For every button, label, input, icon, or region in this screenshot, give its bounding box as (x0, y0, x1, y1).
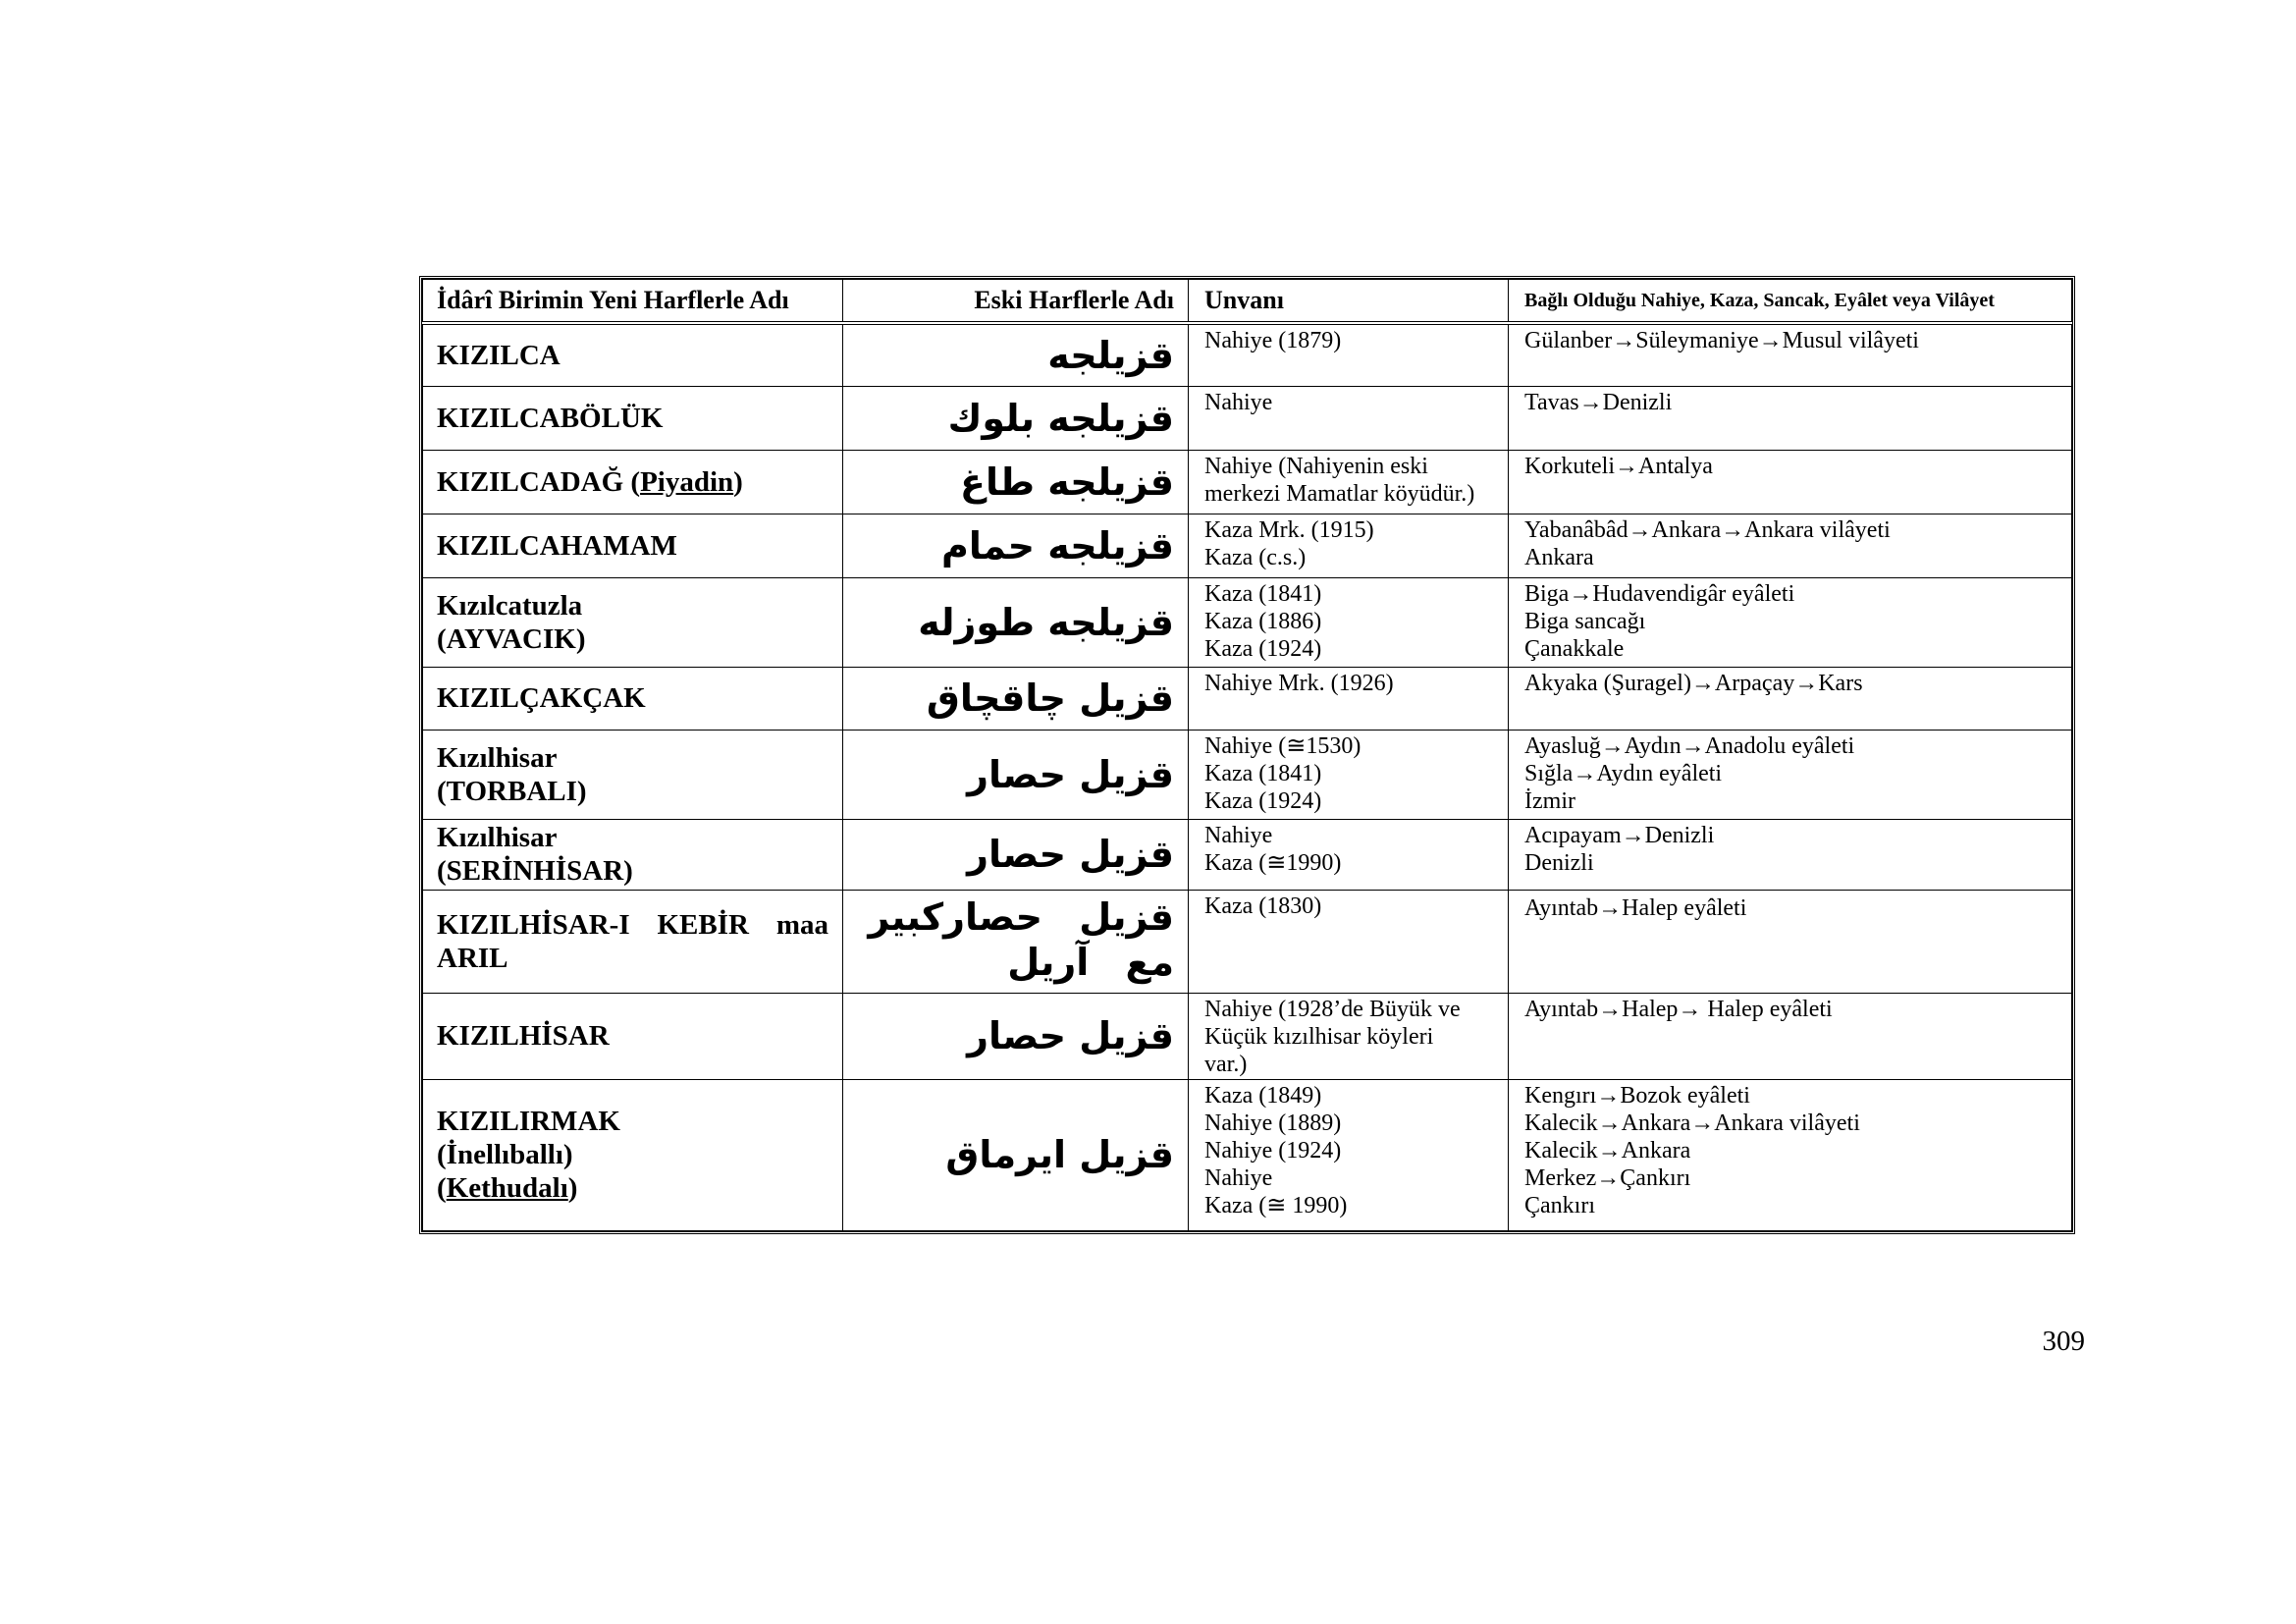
unit-name-arabic: قزيلجه (843, 323, 1189, 386)
unit-name: KIZILCADAĞ (Piyadin) (423, 450, 843, 514)
unit-title: Nahiye (1879) (1189, 323, 1509, 386)
header-title: Unvanı (1189, 280, 1509, 324)
table-row (423, 450, 2072, 514)
table-row (423, 890, 2072, 993)
unit-name: Kızılcatuzla (AYVACIK) (423, 577, 843, 667)
administrative-units-table (422, 279, 2072, 1231)
unit-title: Kaza (1830) (1189, 890, 1509, 993)
unit-name-arabic: قزيلجه بلوك (843, 386, 1189, 450)
header-old-script-name: Eski Harflerle Adı (843, 280, 1189, 324)
unit-affiliation: Gülanber→Süleymaniye→Musul vilâyeti (1509, 323, 2072, 386)
table-row (423, 514, 2072, 577)
unit-name-arabic: قزيل چاقچاق (843, 667, 1189, 730)
table-row (423, 993, 2072, 1079)
unit-affiliation: Kengırı→Bozok eyâleti Kalecik→Ankara→Ankara vilâyeti Kalecik→Ankara Merkez→Çankırı Çankırı (1509, 1079, 2072, 1230)
unit-title: Kaza Mrk. (1915) Kaza (c.s.) (1189, 514, 1509, 577)
table-row (423, 577, 2072, 667)
page-number: 309 (2042, 1326, 2085, 1357)
table-row (423, 386, 2072, 450)
underlined-alt-name: Piyadin (640, 465, 734, 498)
unit-name-arabic: قزيل حصاركبير مع آريل (843, 890, 1189, 993)
table-row (423, 819, 2072, 890)
unit-name: Kızılhisar (TORBALI) (423, 730, 843, 819)
unit-name: Kızılhisar (SERİNHİSAR) (423, 819, 843, 890)
header-affiliation: Bağlı Olduğu Nahiye, Kaza, Sancak, Eyâlet veya Vilâyet (1509, 280, 2072, 324)
unit-title: Nahiye Kaza (≅1990) (1189, 819, 1509, 890)
unit-name-arabic: قزيلجه حمام (843, 514, 1189, 577)
underlined-alt-name: Kethudalı (446, 1172, 568, 1204)
header-new-script-name: İdârî Birimin Yeni Harflerle Adı (423, 280, 843, 324)
unit-affiliation: Ayıntab→Halep eyâleti (1509, 890, 2072, 993)
data-table-frame (419, 276, 2075, 1234)
unit-name: KIZILHİSAR (423, 993, 843, 1079)
unit-name-arabic: قزيل حصار (843, 730, 1189, 819)
unit-affiliation: Tavas→Denizli (1509, 386, 2072, 450)
unit-title: Nahiye (1928’de Büyük ve Küçük kızılhisar köyleri var.) (1189, 993, 1509, 1079)
unit-name-arabic: قزيل حصار (843, 819, 1189, 890)
unit-title: Kaza (1849) Nahiye (1889) Nahiye (1924) Nahiye Kaza (≅ 1990) (1189, 1079, 1509, 1230)
unit-name: KIZILCAHAMAM (423, 514, 843, 577)
unit-name-arabic: قزيل حصار (843, 993, 1189, 1079)
unit-affiliation: Ayasluğ→Aydın→Anadolu eyâleti Sığla→Aydın eyâleti İzmir (1509, 730, 2072, 819)
unit-title: Nahiye Mrk. (1926) (1189, 667, 1509, 730)
unit-affiliation: Korkuteli→Antalya (1509, 450, 2072, 514)
unit-title: Nahiye (1189, 386, 1509, 450)
unit-title: Nahiye (Nahiyenin eski merkezi Mamatlar köyüdür.) (1189, 450, 1509, 514)
unit-name-arabic: قزيل ايرماق (843, 1079, 1189, 1230)
table-header-row (423, 280, 2072, 324)
unit-title: Kaza (1841) Kaza (1886) Kaza (1924) (1189, 577, 1509, 667)
table-row (423, 667, 2072, 730)
unit-name-arabic: قزيلجه طاغ (843, 450, 1189, 514)
unit-affiliation: Ayıntab→Halep→ Halep eyâleti (1509, 993, 2072, 1079)
unit-name: KIZILÇAKÇAK (423, 667, 843, 730)
unit-name: KIZILCA (423, 323, 843, 386)
unit-affiliation: Acıpayam→Denizli Denizli (1509, 819, 2072, 890)
unit-name: KIZILIRMAK (İnellıballı) (Kethudalı) (423, 1079, 843, 1230)
unit-title: Nahiye (≅1530) Kaza (1841) Kaza (1924) (1189, 730, 1509, 819)
unit-name: KIZILHİSAR-I KEBİR maa ARIL (423, 890, 843, 993)
table-row (423, 730, 2072, 819)
unit-affiliation: Yabanâbâd→Ankara→Ankara vilâyeti Ankara (1509, 514, 2072, 577)
unit-affiliation: Akyaka (Şuragel)→Arpaçay→Kars (1509, 667, 2072, 730)
table-row (423, 1079, 2072, 1230)
table-row (423, 323, 2072, 386)
unit-affiliation: Biga→Hudavendigâr eyâleti Biga sancağı Çanakkale (1509, 577, 2072, 667)
unit-name: KIZILCABÖLÜK (423, 386, 843, 450)
unit-name-arabic: قزيلجه طوزله (843, 577, 1189, 667)
